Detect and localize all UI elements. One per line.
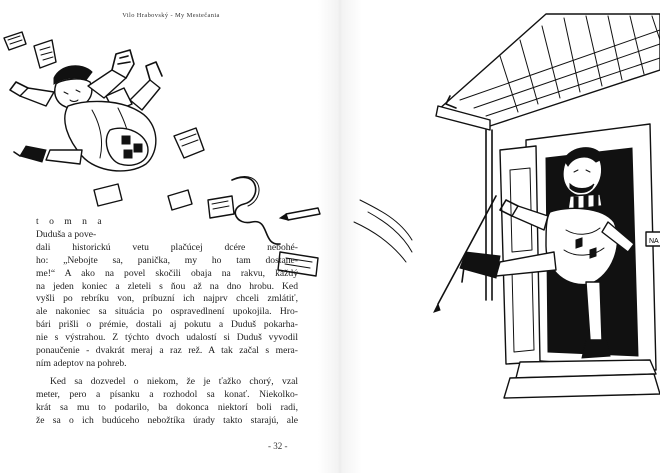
falling-man-illustration (0, 0, 330, 250)
chapter-body-text (36, 216, 298, 428)
text-line: ale nakoniec sa situácia po ospravedlnení upokojila. Hro- (36, 306, 298, 318)
text-line: dali historickú vetu plačúcej dcére nebohé- (36, 241, 298, 253)
tiled-roof (436, 14, 660, 130)
text-line: me!“ A ako na povel skočili obaja na rakvu, každý (36, 267, 298, 279)
doorway-man-illustration (350, 0, 660, 400)
door-sign (646, 232, 660, 246)
running-head: Vilo Hrabovský - My Mestečania (122, 12, 220, 19)
text-line: t o m n a (36, 216, 106, 227)
falling-man (10, 50, 162, 171)
page-number: - 32 - (268, 441, 288, 451)
text-line: nie s výstrahou. Z týchto dvoch udalostí si Duduš vyvodil (36, 332, 298, 344)
text-line: že sa o ich budúceho nebožtíka úrady takto starajú, ale (36, 414, 298, 426)
text-line: na jeden koniec a zleteli s ňou až na dno hrobu. Ked (36, 280, 298, 292)
text-line: ponaučenie - dvakrát meraj a raz rež. A tak začal s mera- (36, 345, 298, 357)
text-line: meter, pero a písanku a rozhodol sa konať. Niekolko- (36, 388, 298, 400)
text-line: ním adeptov na pohreb. (36, 357, 127, 369)
kicking-man (354, 148, 634, 358)
text-line: bári prišli o prémie, dostali aj pokutu a Duduš pokarha- (36, 319, 298, 331)
door-sign-text: NA (649, 238, 659, 245)
text-line: ho: „Nebojte sa, panička, my ho tam dostane- (36, 254, 298, 266)
text-line: krát sa mu to podarilo, ba dokonca niektorí boli radi, (36, 401, 298, 413)
text-line: Duduša a pove- (36, 228, 97, 240)
text-line: vyšli po rebríku von, príbuzní ich najprv chceli zmlátiť, (36, 293, 298, 305)
text-line: Ked sa dozvedel o niekom, že je ťažko chorý, vzal (50, 375, 298, 387)
door-step-lower (504, 374, 660, 398)
